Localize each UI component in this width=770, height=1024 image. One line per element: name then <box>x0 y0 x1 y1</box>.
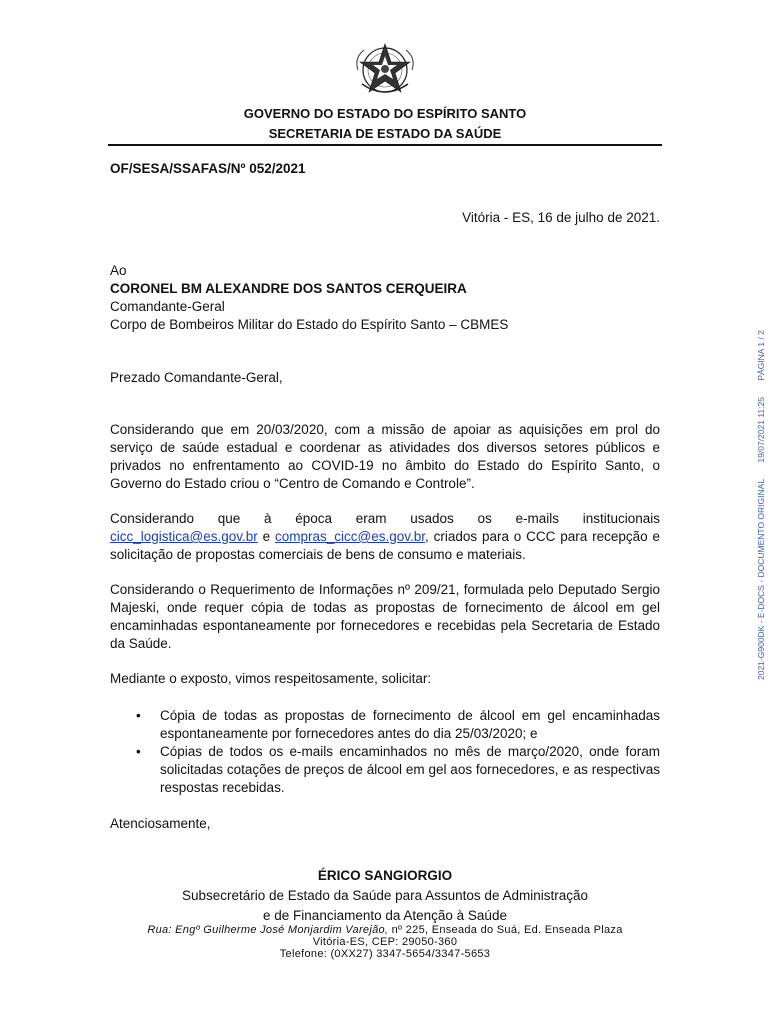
side-stamp-code: 2021-G900DK - E-DOCS - DOCUMENTO ORIGINAL <box>756 478 766 680</box>
bullet-icon: • <box>136 708 141 723</box>
paragraph-4: Mediante o exposto, vimos respeitosamente, solicitar: <box>110 671 432 686</box>
recipient-role: Comandante-Geral <box>110 299 225 314</box>
list-item <box>110 743 660 797</box>
request-item-text: Cópia de todas as propostas de fornecimento de álcool em gel encaminhadas espontaneamente por fornecedores antes do dia 25/03/2020; e <box>160 708 660 741</box>
request-list <box>110 707 660 797</box>
signatory-title-1: Subsecretário de Estado da Saúde para Assuntos de Administração <box>181 888 588 903</box>
email-link-logistica[interactable]: cicc_logistica@es.gov.br <box>110 529 258 544</box>
state-emblem-icon <box>350 40 420 102</box>
paragraph-2-end: , criados para o CCC para recepção e solicitação de propostas comerciais de bens de consumo e materiais. <box>110 529 660 562</box>
salutation: Prezado Comandante-Geral, <box>110 370 283 385</box>
address-street <box>110 924 660 936</box>
paragraph-2-start: Considerando que à época eram usados os e-mails institucionais <box>110 511 660 526</box>
address-street-italic: Rua: Engº Guilherme José Monjardim Varejão, <box>147 924 389 936</box>
signatory-name: ÉRICO SANGIORGIO <box>317 868 453 883</box>
side-stamp-page: PÁGINA 1 / 2 <box>756 330 766 381</box>
recipient-block <box>110 262 660 334</box>
signature-block <box>110 866 660 926</box>
document-reference: OF/SESA/SSAFAS/Nº 052/2021 <box>110 161 306 176</box>
bullet-icon: • <box>136 744 141 759</box>
email-link-compras[interactable]: compras_cicc@es.gov.br <box>274 529 425 544</box>
paragraph-3: Considerando o Requerimento de Informações nº 209/21, formulada pelo Deputado Sergio Majeski, onde requer cópia de todas as propostas de fornecimento de álcool em gel encaminhadas espontaneamente por fornecedores e recebidas pela Secretaria de Estado da Saúde. <box>110 582 660 651</box>
address-phone: Telefone: (0XX27) 3347-5654/3347-5653 <box>279 948 491 960</box>
paragraph-1: Considerando que em 20/03/2020, com a missão de apoiar as aquisições em prol do serviço de saúde estadual e coordenar as atividades dos diversos setores públicos e privados no enfrentamento ao COVID-19 no âmbito do Estado do Espírito Santo, o Governo do Estado criou o “Centro de Comando e Controle”. <box>110 422 660 491</box>
closing: Atenciosamente, <box>110 816 211 831</box>
paragraph-2 <box>110 510 660 564</box>
recipient-name: CORONEL BM ALEXANDRE DOS SANTOS CERQUEIRA <box>110 281 467 296</box>
address-city: Vitória-ES, CEP: 29050-360 <box>312 936 458 948</box>
header-divider <box>108 144 662 146</box>
date-line: Vitória - ES, 16 de julho de 2021. <box>462 210 660 225</box>
address-street-rest: nº 225, Enseada do Suá, Ed. Enseada Plaza <box>388 924 623 936</box>
side-stamp <box>756 316 766 680</box>
signatory-title-2: e de Financiamento da Atenção à Saúde <box>263 908 507 923</box>
header-government: GOVERNO DO ESTADO DO ESPÍRITO SANTO <box>243 106 527 121</box>
request-item-text: Cópias de todos os e-mails encaminhados no mês de março/2020, onde foram solicitadas cotações de preços de álcool em gel aos fornecedores, e as respectivas respostas recebidas. <box>160 744 660 795</box>
address-block <box>110 924 660 960</box>
header-secretariat: SECRETARIA DE ESTADO DA SAÚDE <box>268 126 502 141</box>
recipient-to: Ao <box>110 263 127 278</box>
side-stamp-timestamp: 19/07/2021 11:25 <box>756 397 766 463</box>
recipient-org: Corpo de Bombeiros Militar do Estado do Espírito Santo – CBMES <box>110 317 509 332</box>
list-item <box>110 707 660 743</box>
paragraph-2-and: e <box>257 529 275 544</box>
